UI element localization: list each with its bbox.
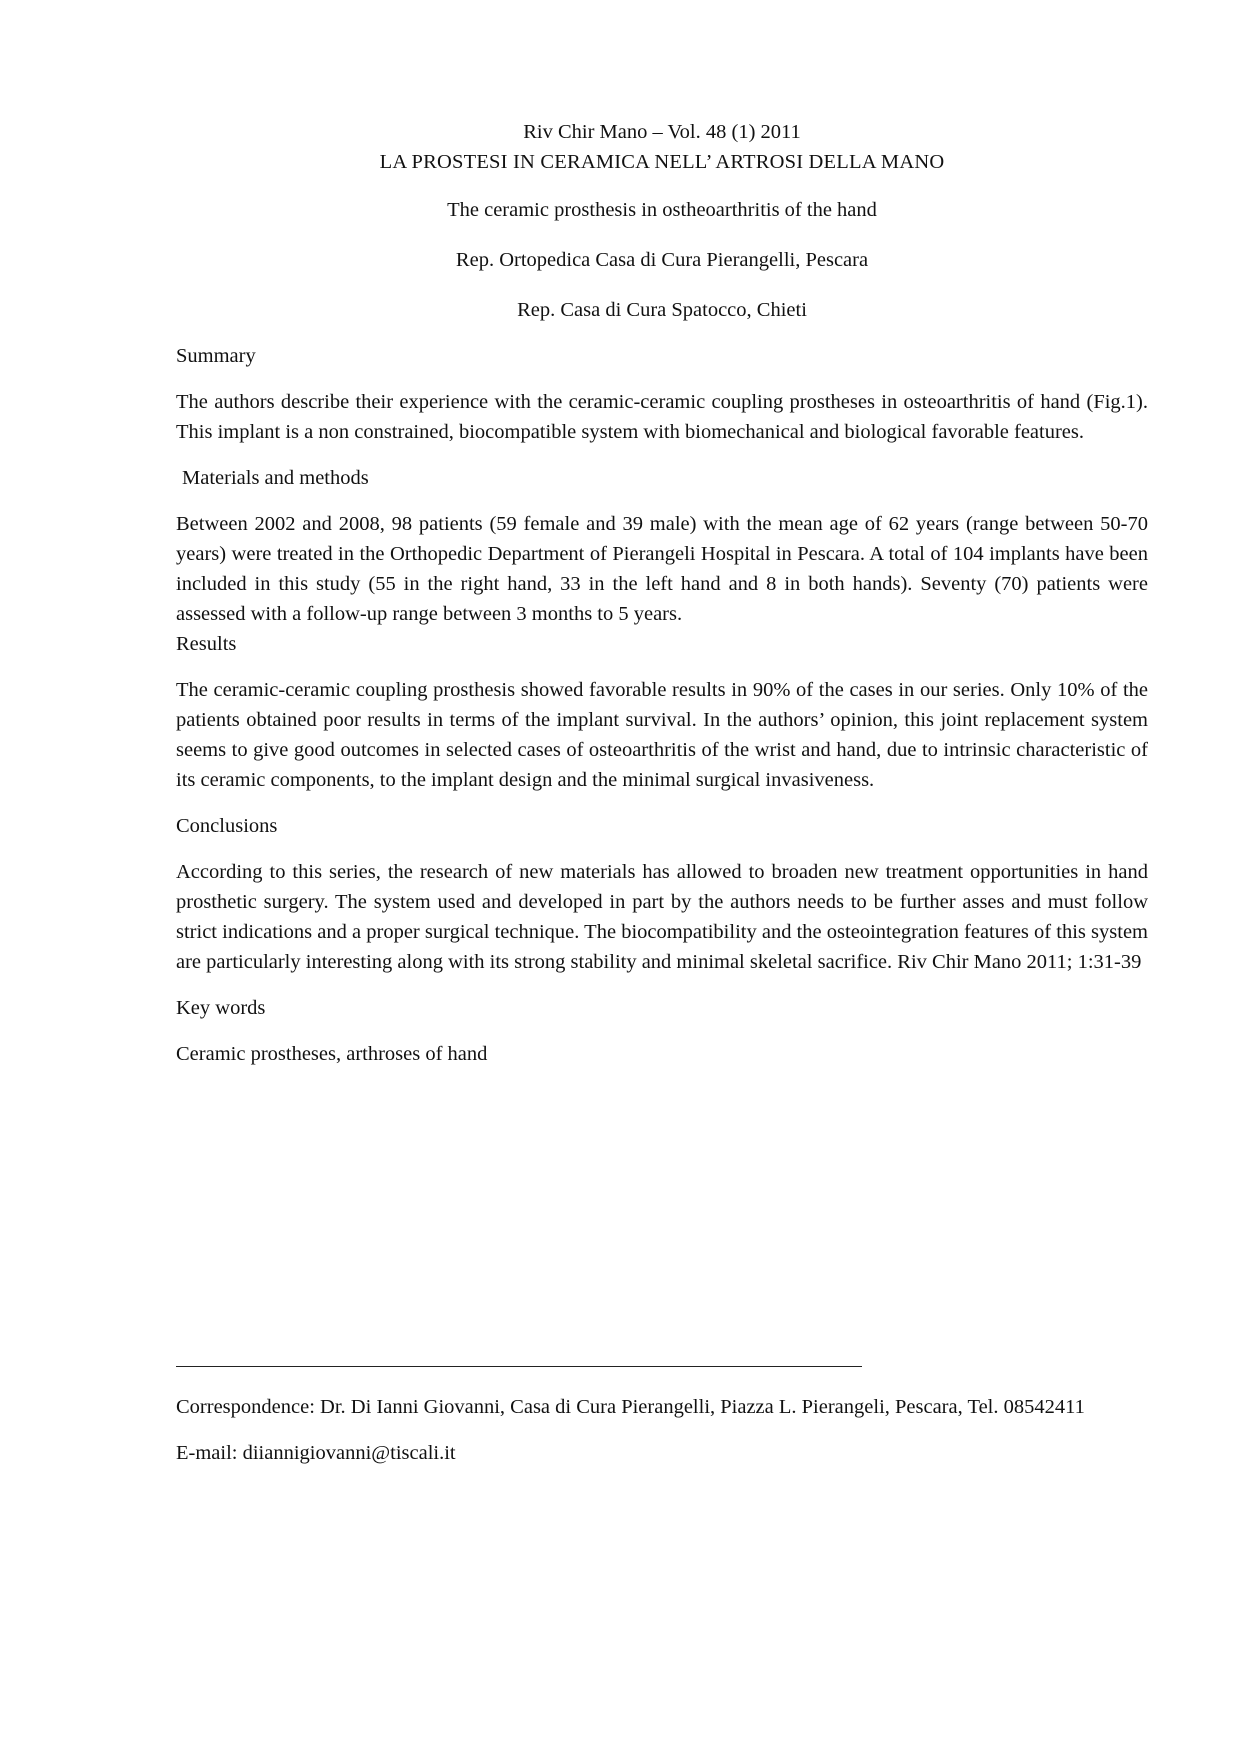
results-text: The ceramic-ceramic coupling prosthesis showed favorable results in 90% of the cases in our series. Only 10% of the patients obtained poor results in terms of the implant survival. In the authors’ opinion, this joint replacement system seems to give good outcomes in selected cases of osteoarthritis of the wrist and hand, due to intrinsic characteristic of its ceramic components, to the implant design and the minimal surgical invasiveness.	[176, 679, 1148, 791]
correspondence-text: Correspondence: Dr. Di Ianni Giovanni, Casa di Cura Pierangelli, Piazza L. Pierangeli, Pescara, Tel. 08542411	[176, 1396, 1085, 1418]
methods-text: Between 2002 and 2008, 98 patients (59 female and 39 male) with the mean age of 62 years (range between 50-70 years) were treated in the Orthopedic Department of Pierangeli Hospital in Pescara. A total of 104 implants have been included in this study (55 in the right hand, 33 in the left hand and 8 in both hands). Seventy (70) patients were assessed with a follow-up range between 3 months to 5 years.	[176, 513, 1148, 625]
results-heading: Results	[176, 633, 237, 655]
keywords-heading: Key words	[176, 997, 266, 1019]
summary-heading: Summary	[176, 345, 256, 367]
footer-block	[176, 1392, 1148, 1468]
english-subtitle: The ceramic prosthesis in ostheoarthritis of the hand	[447, 199, 877, 221]
methods-heading: Materials and methods	[182, 467, 369, 489]
affiliation-1: Rep. Ortopedica Casa di Cura Pierangelli, Pescara	[455, 249, 869, 271]
keywords-text: Ceramic prostheses, arthroses of hand	[176, 1043, 488, 1065]
email-text: E-mail: diiannigiovanni@tiscali.it	[176, 1442, 456, 1464]
journal-reference: Riv Chir Mano – Vol. 48 (1) 2011	[523, 121, 801, 143]
footnote-divider	[176, 1366, 862, 1367]
summary-text: The authors describe their experience with the ceramic-ceramic coupling prostheses in osteoarthritis of hand (Fig.1). This implant is a non constrained, biocompatible system with biomechanical and biological favorable features.	[176, 391, 1148, 443]
conclusions-heading: Conclusions	[176, 815, 278, 837]
conclusions-text: According to this series, the research of new materials has allowed to broaden new treatment opportunities in hand prosthetic surgery. The system used and developed in part by the authors needs to be further asses and must follow strict indications and a proper surgical technique. The biocompatibility and the osteointegration features of this system are particularly interesting along with its strong stability and minimal skeletal sacrifice. Riv Chir Mano 2011; 1:31-39	[176, 861, 1148, 973]
article-body	[176, 117, 1148, 1069]
affiliation-2: Rep. Casa di Cura Spatocco, Chieti	[517, 299, 807, 321]
article-title: LA PROSTESI IN CERAMICA NELL’ ARTROSI DELLA MANO	[379, 151, 945, 173]
